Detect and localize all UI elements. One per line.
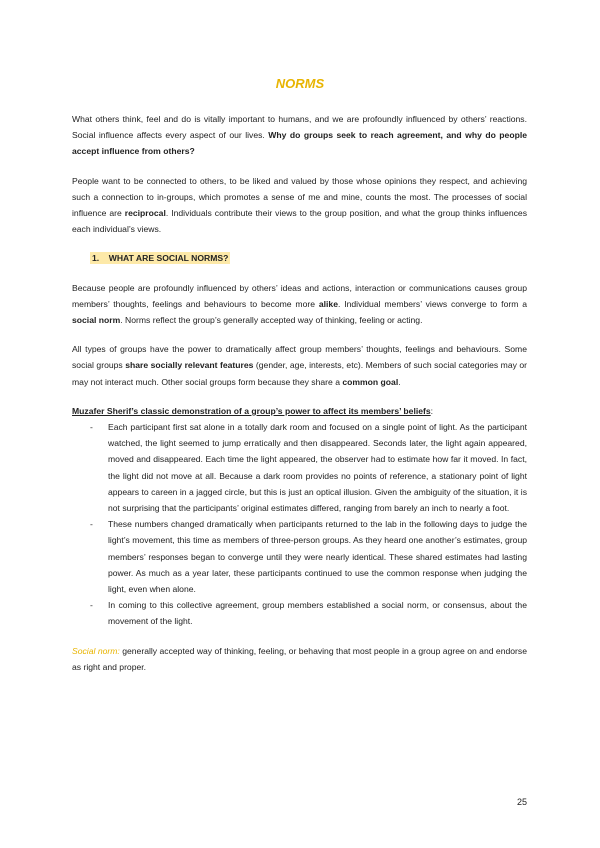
body-text xyxy=(72,111,527,688)
section-heading xyxy=(90,250,527,266)
dash-bullet: - xyxy=(90,422,93,433)
section-number: 1. xyxy=(92,253,100,264)
definition-text: generally accepted way of thinking, feeling, or behaving that most people in a group agree on and endorse as right and proper. xyxy=(72,645,527,672)
common-goal-term: common goal xyxy=(342,376,399,387)
definition-paragraph xyxy=(72,643,527,675)
sherif-list xyxy=(72,419,527,630)
connection-paragraph xyxy=(72,173,527,238)
alike-text-2: . Individual members’ views converge to form a xyxy=(337,298,527,309)
connection-text-1: People want to be connected to others, to be liked and valued by those whose opinions they respect, and achieving such a connection to in-groups, which promotes a sense of me and mine, counts the most. The processes of social influence are xyxy=(72,175,527,219)
definition-term: Social norm: xyxy=(72,645,120,656)
section-heading-text: WHAT ARE SOCIAL NORMS? xyxy=(108,253,229,264)
list-item xyxy=(72,597,527,629)
shared-features-term: share socially relevant features xyxy=(125,360,254,371)
social-norm-term: social norm xyxy=(72,315,121,326)
reciprocal-term: reciprocal xyxy=(124,208,166,219)
alike-paragraph xyxy=(72,280,527,329)
alike-term: alike xyxy=(318,298,338,309)
intro-question: Why do groups seek to reach agreement, and why do people accept influence from others? xyxy=(72,130,527,157)
sherif-lead-text: Muzafer Sherif’s classic demonstration of a group’s power to affect its members’ beliefs xyxy=(72,405,431,416)
page-number: 25 xyxy=(516,797,527,807)
groups-text-3: . xyxy=(398,376,401,387)
list-item-text: Each participant first sat alone in a totally dark room and focused on a single point of light. As the participant watched, the light seemed to jump erratically and then disappeared. Seconds later, the light again appeared, moved and disappeared. Each time the light appeared, the observer had to estimate how far it moved. In fact, the light did not move at all. Because a dark room provides no points of reference, a stationary point of light appears to careen in a jagged circle, but this is just an optical illusion. Given the ambiguity of the situation, it is not surprising that the participants’ original estimates differed, ranging from barely an inch to nearly a foot. xyxy=(108,422,527,514)
page-title: NORMS xyxy=(275,76,325,91)
groups-text-1: All types of groups have the power to dramatically affect group members’ thoughts, feelings and behaviours. Some social groups xyxy=(72,344,527,371)
alike-text-1: Because people are profoundly influenced by others’ ideas and actions, interaction or communications causes group members’ thoughts, feelings and behaviours to become more xyxy=(72,282,527,309)
sherif-lead xyxy=(72,403,527,419)
groups-text-2: (gender, age, interests, etc). Members of such social categories may or may not interact much. Other social groups form because they share a xyxy=(72,360,527,387)
section-heading-highlight xyxy=(90,252,230,264)
alike-text-3: . Norms reflect the group’s generally accepted way of thinking, feeling or acting. xyxy=(120,315,423,326)
list-item xyxy=(72,516,527,597)
groups-paragraph xyxy=(72,341,527,390)
list-item-text: In coming to this collective agreement, group members established a social norm, or consensus, about the movement of the light. xyxy=(108,600,527,627)
connection-text-2: . Individuals contribute their views to the group position, and what the group thinks influences each individual’s views. xyxy=(72,208,527,235)
list-item xyxy=(72,419,527,516)
intro-paragraph xyxy=(72,111,527,160)
sherif-lead-colon: : xyxy=(430,405,434,416)
intro-text: What others think, feel and do is vitally important to humans, and we are profoundly influenced by others’ reactions. Social influence affects every aspect of our lives. xyxy=(72,114,527,141)
dash-bullet: - xyxy=(90,600,93,611)
list-item-text: These numbers changed dramatically when participants returned to the lab in the following days to judge the light’s movement, this time as members of three-person groups. As they heard one another’s estimates, group members’ responses began to converge until they were nearly identical. These shared estimates had lasting power. As much as a year later, these participants continued to use the common response when judging the light, even when alone. xyxy=(108,519,527,595)
dash-bullet: - xyxy=(90,519,93,530)
